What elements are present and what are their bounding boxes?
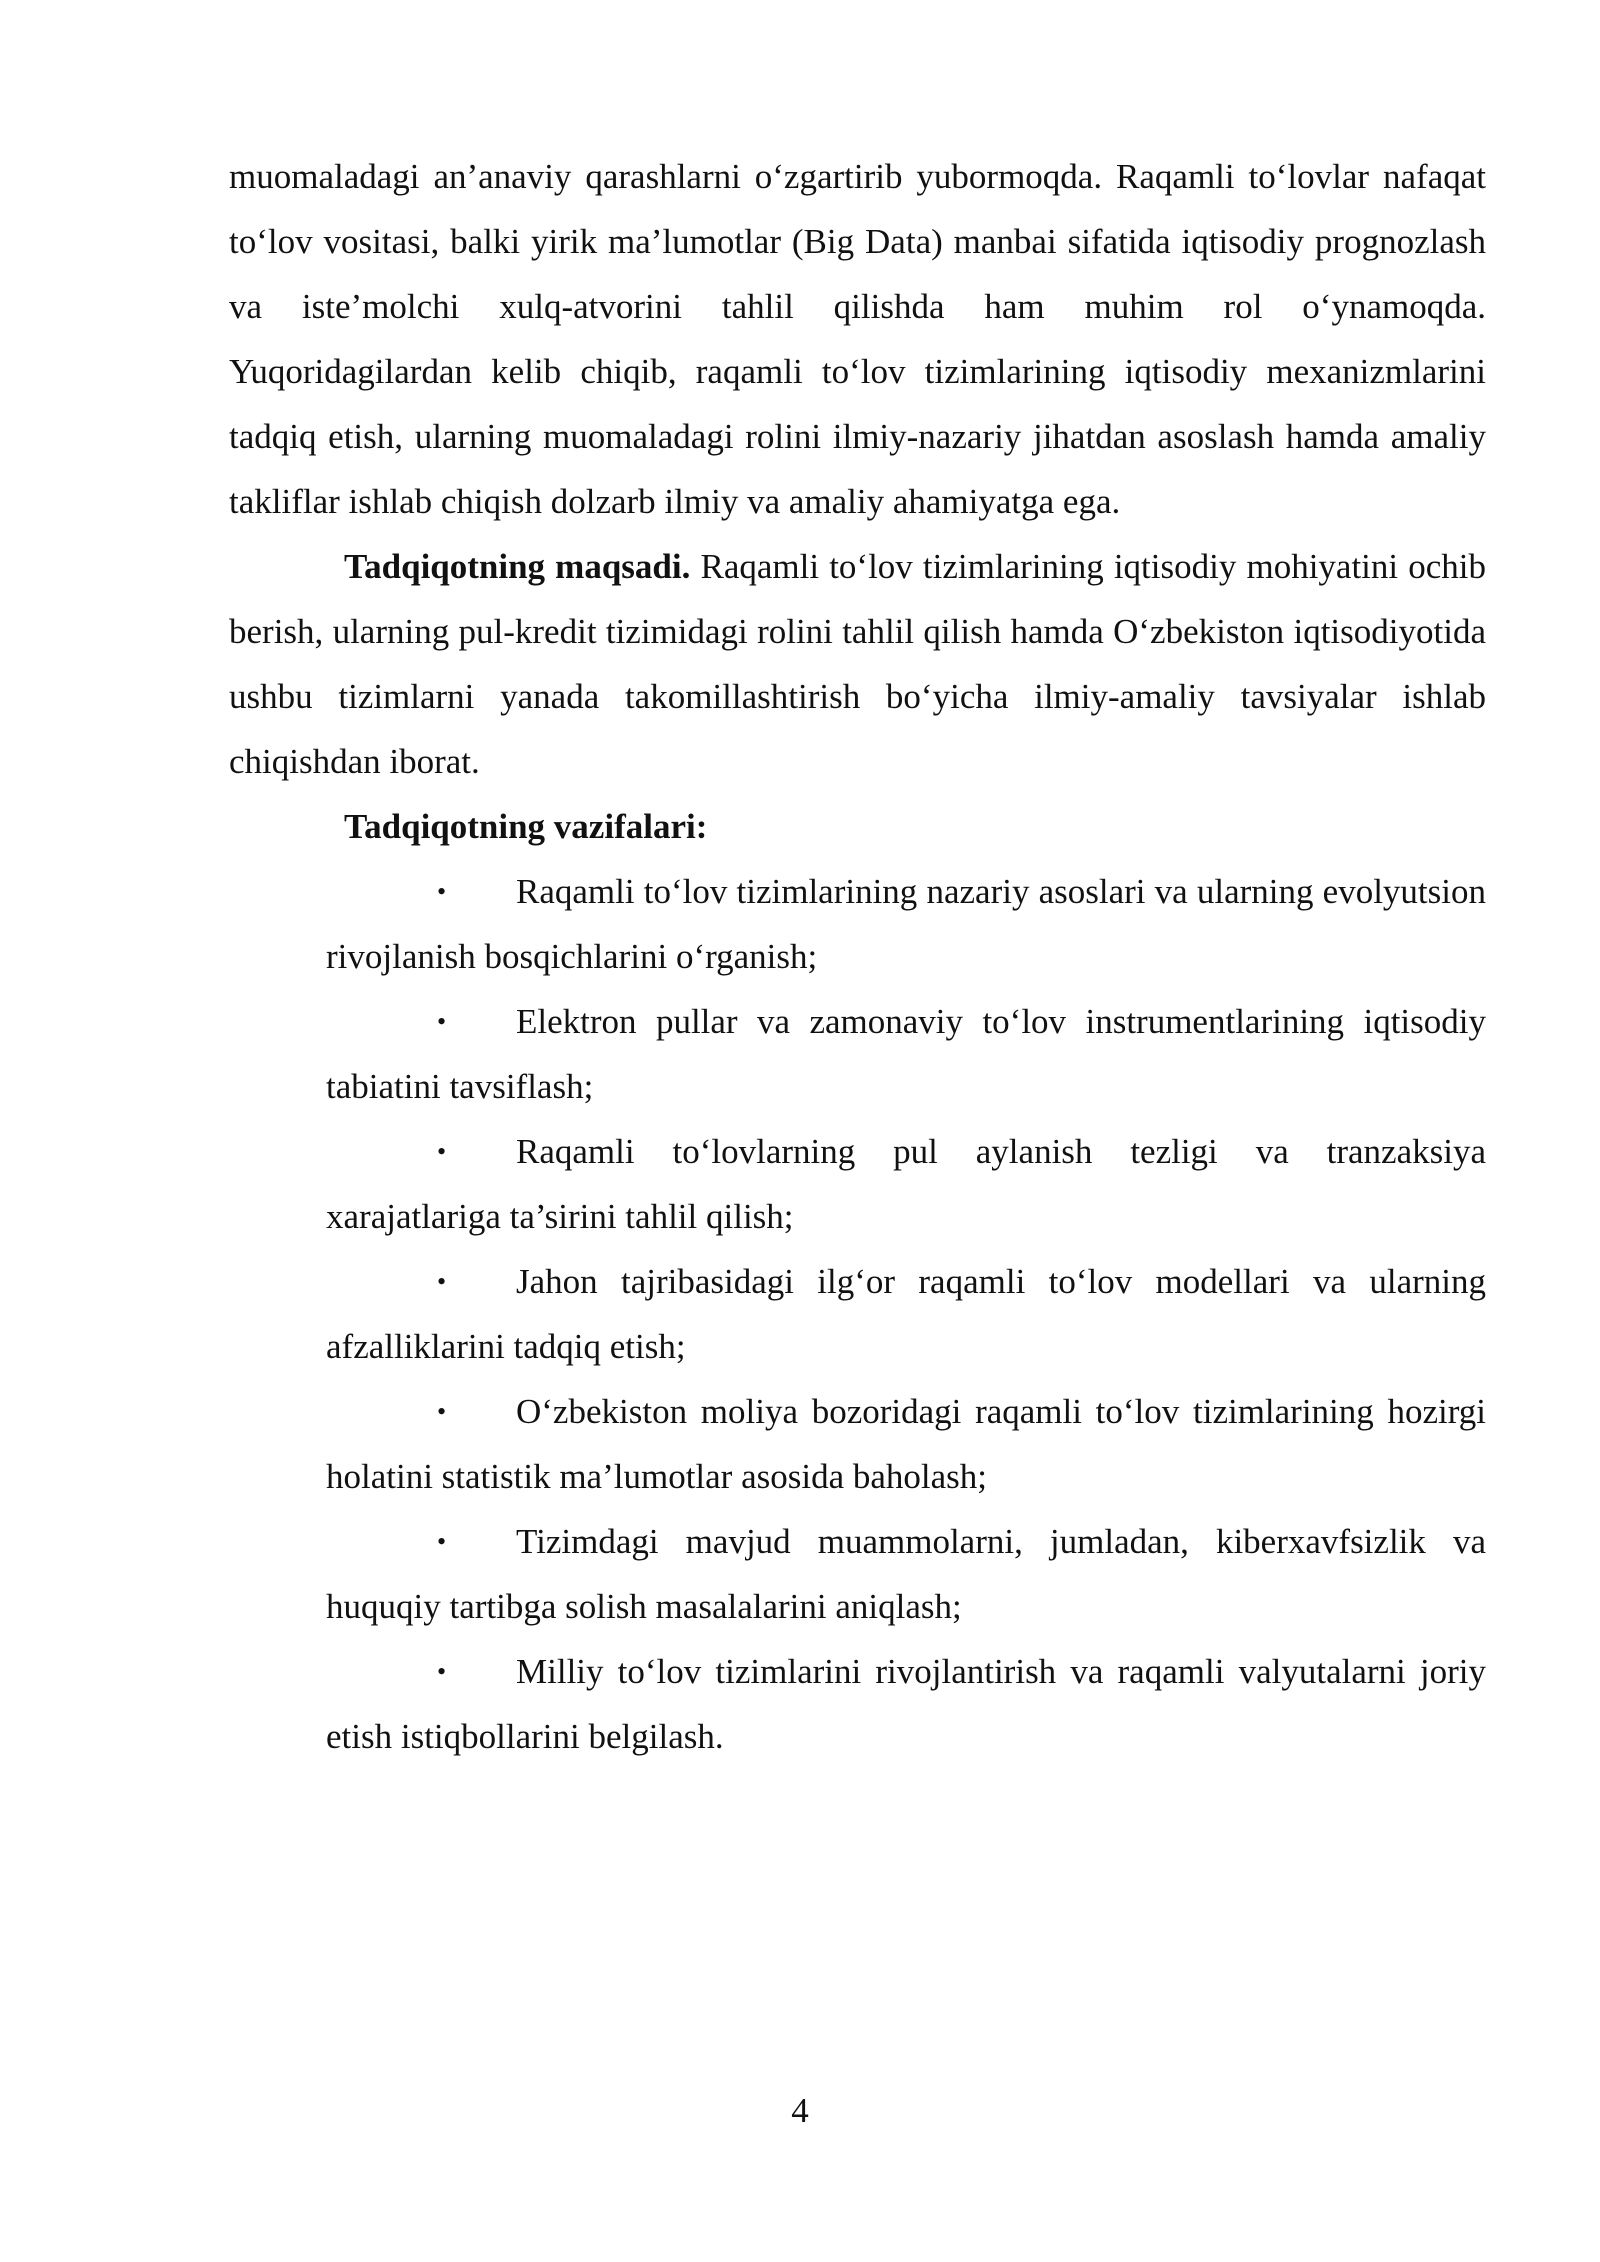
list-item [326,1119,1486,1249]
list-item [326,1639,1486,1769]
task-text: Raqamli to‘lov tizimlarining nazariy asoslari va ularning evolyutsion rivojlanish bosqichlarini o‘rganish; [326,872,1486,976]
body-text [229,144,1486,1769]
list-item [326,859,1486,989]
bullet-icon: • [437,1267,447,1296]
list-item [326,989,1486,1119]
list-item [326,1509,1486,1639]
tasks-list [229,859,1486,1769]
list-item [326,1249,1486,1379]
bullet-icon: • [437,1007,447,1036]
task-text: Elektron pullar va zamonaviy to‘lov instrumentlarining iqtisodiy tabiatini tavsiflash; [326,1002,1486,1106]
task-text: Tizimdagi mavjud muammolarni, jumladan, kiberxavfsizlik va huquqiy tartibga solish masalalarini aniqlash; [326,1522,1486,1626]
task-text: O‘zbekiston moliya bozoridagi raqamli to‘lov tizimlarining hozirgi holatini statistik ma’lumotlar asosida baholash; [326,1392,1486,1496]
goal-paragraph [229,534,1486,794]
tasks-heading-paragraph [229,794,1486,859]
goal-text: Raqamli to‘lov tizimlarining iqtisodiy mohiyatini ochib berish, ularning pul-kredit tizimidagi rolini tahlil qilish hamda O‘zbekiston iqtisodiyotida ushbu tizimlarni yanada takomillashtirish bo‘yicha ilmiy-amaliy tavsiyalar ishlab chiqishdan iborat. [229,547,1486,781]
bullet-icon: • [437,1397,447,1426]
task-text: Jahon tajribasidagi ilg‘or raqamli to‘lov modellari va ularning afzalliklarini tadqiq etish; [326,1262,1486,1366]
goal-heading: Tadqiqotning maqsadi. [344,547,691,586]
bullet-icon: • [437,1137,447,1166]
tasks-heading: Tadqiqotning vazifalari: [344,807,708,846]
intro-paragraph: muomaladagi an’anaviy qarashlarni o‘zgartirib yubormoqda. Raqamli to‘lovlar nafaqat to‘lov vositasi, balki yirik ma’lumotlar (Big Data) manbai sifatida iqtisodiy prognozlash va iste’molchi xulq-atvorini tahlil qilishda ham muhim rol o‘ynamoqda. Yuqoridagilardan kelib chiqib, raqamli to‘lov tizimlarining iqtisodiy mexanizmlarini tadqiq etish, ularning muomaladagi rolini ilmiy-nazariy jihatdan asoslash hamda amaliy takliflar ishlab chiqish dolzarb ilmiy va amaliy ahamiyatga ega. [229,157,1486,521]
list-item [326,1379,1486,1509]
page-number: 4 [791,2091,809,2130]
task-text: Raqamli to‘lovlarning pul aylanish tezligi va tranzaksiya xarajatlariga ta’sirini tahlil qilish; [326,1132,1486,1236]
bullet-icon: • [437,1657,447,1686]
task-text: Milliy to‘lov tizimlarini rivojlantirish va raqamli valyutalarni joriy etish istiqbollarini belgilash. [326,1652,1486,1756]
bullet-icon: • [437,877,447,906]
bullet-icon: • [437,1527,447,1556]
